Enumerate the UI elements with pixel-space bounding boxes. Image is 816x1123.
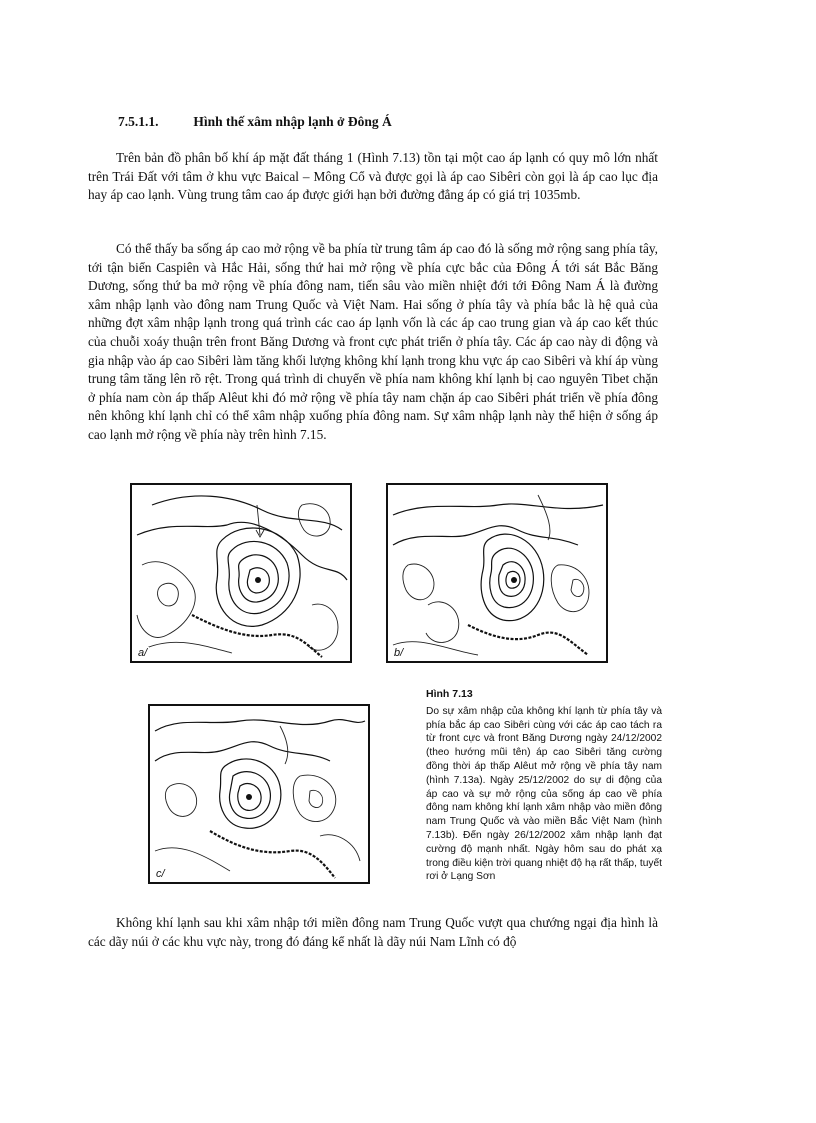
- caption-text: Do sự xâm nhập của không khí lạnh từ phía tây và phía bắc áp cao Sibêri cùng với các áp cao tách ra từ front cực và front Băng Dương ngày 24/12/2002 (theo hướng mũi tên) áp cao Sibêri tăng cường đồng thời áp thấp Alêut mở rộng về phía tây nam (hình 7.13a). Ngày 25/12/2002 do sự di động của áp cao và sự mở rộng của sống áp cao về phía đông nam không khí lạnh xâm nhập vào miền đông nam Trung Quốc và vào miền Bắc Việt Nam (hình 7.13b). Đến ngày 26/12/2002 xâm nhập lạnh đạt cường độ mạnh nhất. Ngày hôm sau do phát xạ trong điều kiện trời quang nhiệt độ hạ rất thấp, tuyết rơi ở Lạng Sơn: [426, 705, 662, 883]
- section-number: 7.5.1.1.: [118, 114, 159, 129]
- figure-caption: [426, 688, 662, 884]
- paragraph-2: Có thể thấy ba sống áp cao mở rộng về ba phía từ trung tâm áp cao đó là sống mở rộng sang phía tây, tới tận biển Caspiên và Hắc Hải, sống thứ hai mở rộng về phía cực bắc của Đông Á tới sát Bắc Băng Dương, sống thứ ba mở rộng về phía đông nam, tiến sâu vào miền nhiệt đới tới Đông Nam Á là đường xâm nhập lạnh vào đông nam Trung Quốc và Việt Nam. Hai sống ở phía tây và phía bắc là hệ quả của những đợt xâm nhập lạnh trong quá trình các cao áp lạnh vốn là các áp cao trung gian và áp cao kết thúc của chuỗi xoáy thuận trên front Băng Dương và front cực phát triển ở phía tây. Các áp cao này di động và gia nhập vào áp cao Sibêri làm tăng khối lượng không khí lạnh trong khu vực áp cao Sibêri và khí áp vùng trung tâm tăng lên rõ rệt. Trong quá trình di chuyển về phía nam không khí lạnh bị cao nguyên Tibet chặn ở phía nam còn áp thấp Alêut khi đó mở rộng về phía tây nam chặn áp cao Sibêri phát triển về phía đông nên không khí lạnh chỉ có thể xâm nhập xuống phía đông nam. Sự xâm nhập lạnh này thể hiện ở sống áp cao lạnh mở rộng về phía này trên hình 7.15.: [88, 241, 658, 442]
- isobar-drawing-c: [150, 706, 368, 882]
- map-label-c: c/: [156, 868, 165, 880]
- section-title: Hình thế xâm nhập lạnh ở Đông Á: [193, 114, 392, 129]
- pressure-map-c: [148, 704, 370, 884]
- pressure-map-b: [386, 483, 608, 663]
- map-label-b: b/: [394, 647, 404, 659]
- caption-title: Hình 7.13: [426, 688, 473, 700]
- paragraph-1: Trên bản đồ phân bố khí áp mặt đất tháng 1 (Hình 7.13) tồn tại một cao áp lạnh có quy mô lớn nhất trên Trái Đất với tâm ở khu vực Baical – Mông Cổ và được gọi là áp cao Sibêri còn gọi là áp cao lục địa hay áp cao lạnh. Vùng trung tâm cao áp được giới hạn bởi đường đẳng áp có giá trị 1035mb.: [88, 150, 658, 203]
- paragraph-3: Không khí lạnh sau khi xâm nhập tới miền đông nam Trung Quốc vượt qua chướng ngại địa hình là các dãy núi ở các khu vực này, trong đó đáng kể nhất là dãy núi Nam Lĩnh có độ: [88, 915, 658, 949]
- isobar-drawing-b: [388, 485, 606, 661]
- isobar-drawing-a: [132, 485, 350, 661]
- section-heading: [118, 114, 392, 130]
- map-label-a: a/: [138, 647, 148, 659]
- pressure-map-a: [130, 483, 352, 663]
